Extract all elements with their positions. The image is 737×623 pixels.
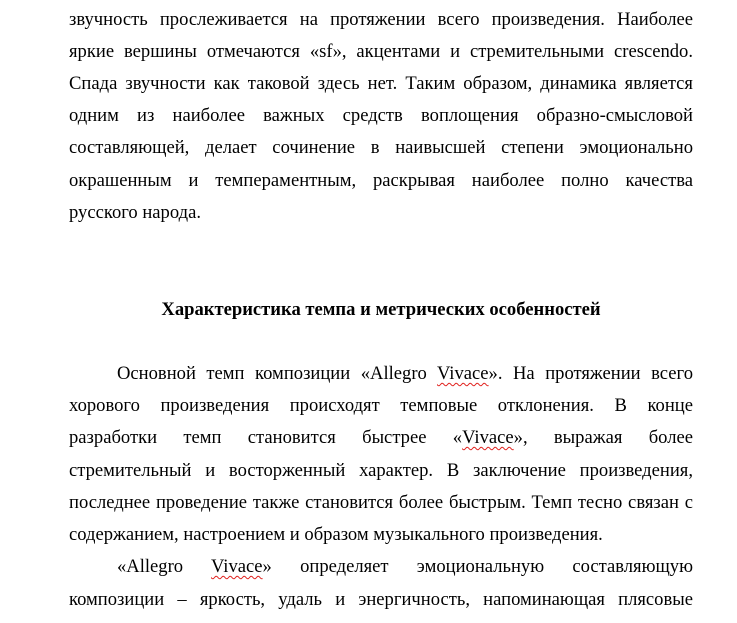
text-run: », выражая более (513, 427, 693, 448)
text-run: ». На протяжении всего (488, 363, 694, 384)
paragraph-line: составляющей, делает сочинение в наивысшей степени эмоционально (69, 137, 693, 158)
paragraph-line: одним из наиболее важных средств воплощения образно-смысловой (69, 105, 693, 126)
paragraph-line: последнее проведение также становится более быстрым. Темп тесно связан с (69, 492, 693, 513)
paragraph-line: Спада звучности как таковой здесь нет. Таким образом, динамика является (69, 73, 693, 94)
spellcheck-flagged-word[interactable]: Vivace (437, 363, 489, 384)
text-run: разработки темп становится быстрее « (69, 427, 463, 448)
paragraph-line: звучность прослеживается на протяжении всего произведения. Наиболее (69, 9, 693, 30)
paragraph-line: содержанием, настроением и образом музыкального произведения. (69, 524, 603, 545)
text-run: «Allegro (117, 556, 211, 577)
paragraph-line: хорового произведения происходят темповые отклонения. В конце (69, 395, 693, 416)
paragraph-line: яркие вершины отмечаются «sf», акцентами и стремительными crescendo. (69, 41, 693, 62)
paragraph-line: окрашенным и темпераментным, раскрывая наиболее полно качества (69, 170, 693, 191)
section-heading: Характеристика темпа и метрических особенностей (161, 299, 601, 320)
spellcheck-flagged-word[interactable]: Vivace (462, 427, 514, 448)
paragraph-line (69, 551, 693, 583)
paragraph-line: композиции – яркость, удаль и энергичность, напоминающая плясовые (69, 589, 693, 610)
paragraph-line: русского народа. (69, 202, 201, 223)
text-run: » определяет эмоциональную составляющую (262, 556, 693, 577)
spellcheck-flagged-word[interactable]: Vivace (211, 556, 263, 577)
paragraph-line (69, 422, 693, 454)
paragraph-line: стремительный и восторженный характер. В заключение произведения, (69, 460, 693, 481)
paragraph-line (69, 358, 693, 390)
text-run: Основной темп композиции «Allegro (117, 363, 437, 384)
